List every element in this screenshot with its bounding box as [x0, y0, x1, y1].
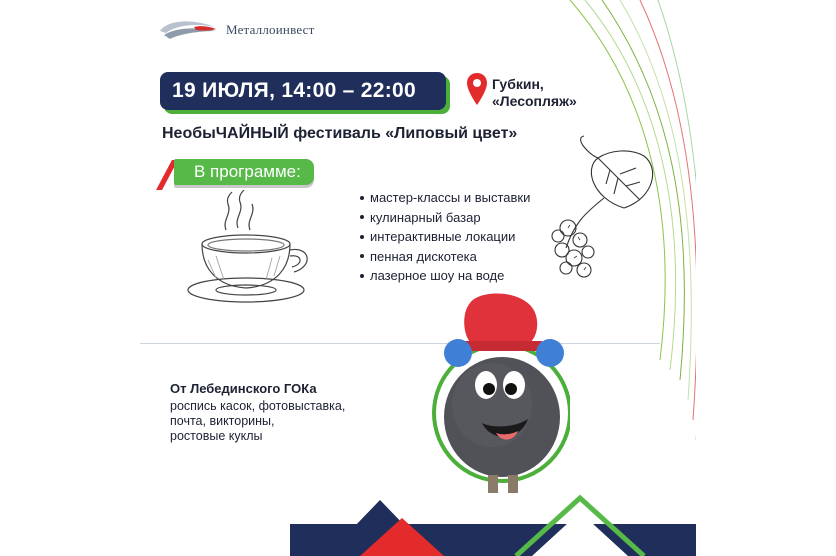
- linden-flower-sketch-icon: [544, 128, 664, 288]
- list-item: пенная дискотека: [360, 247, 530, 267]
- list-item: интерактивные локации: [360, 227, 530, 247]
- gok-activities-line: почта, викторины,: [170, 414, 275, 428]
- program-list: [360, 188, 530, 286]
- brand-logo: [158, 17, 314, 43]
- event-location: [492, 76, 577, 110]
- festival-title: НеобыЧАЙНЫЙ фестиваль «Липовый цвет»: [162, 125, 518, 142]
- teacup-sketch-icon: [186, 190, 318, 310]
- list-item: кулинарный базар: [360, 208, 530, 228]
- gok-title: От Лебединского ГОКа: [170, 381, 317, 396]
- program-label: В программе:: [174, 159, 314, 185]
- event-poster: [140, 0, 696, 556]
- section-divider: [140, 343, 660, 344]
- metalloinvest-logo-icon: [158, 17, 218, 43]
- list-item: лазерное шоу на воде: [360, 266, 530, 286]
- brand-name: Металлоинвест: [226, 22, 315, 37]
- map-pin-icon: [466, 72, 488, 106]
- event-date-time: 19 ИЮЛЯ, 14:00 – 22:00: [160, 72, 446, 110]
- bottom-decoration: [140, 440, 696, 556]
- location-city: Губкин,: [492, 76, 544, 92]
- location-place: «Лесопляж»: [492, 93, 577, 109]
- gok-activities-line: роспись касок, фотовыставка,: [170, 399, 346, 413]
- list-item: мастер-классы и выставки: [360, 188, 530, 208]
- gok-activities-line: ростовые куклы: [170, 429, 263, 443]
